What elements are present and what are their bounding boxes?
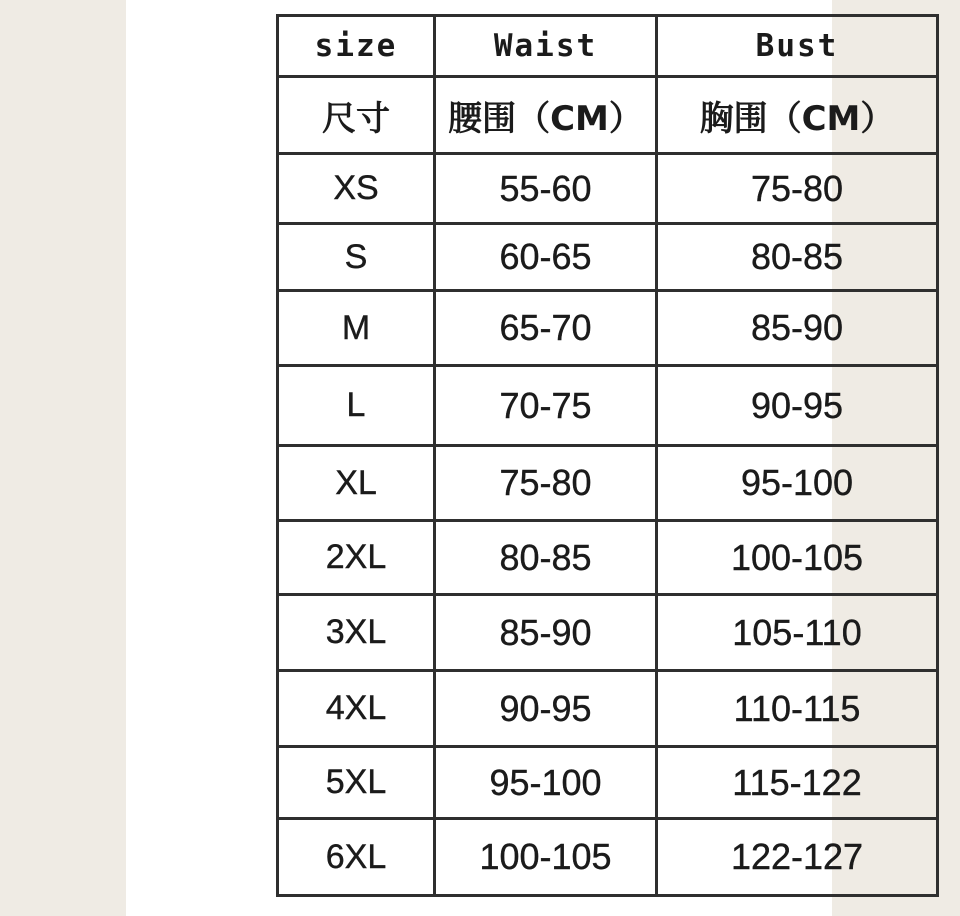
waist-cell: 65-70 bbox=[435, 291, 657, 366]
table-row bbox=[278, 521, 938, 595]
size-cell: M bbox=[278, 291, 435, 366]
size-cell: 4XL bbox=[278, 671, 435, 747]
bust-header-zh: 胸围（CM） bbox=[657, 77, 938, 154]
size-header: size bbox=[278, 16, 435, 77]
bust-cell: 85-90 bbox=[657, 291, 938, 366]
size-cell: XL bbox=[278, 446, 435, 521]
waist-cell: 75-80 bbox=[435, 446, 657, 521]
bust-cell: 80-85 bbox=[657, 224, 938, 291]
header-row-english bbox=[278, 16, 938, 77]
bust-cell: 100-105 bbox=[657, 521, 938, 595]
waist-cell: 60-65 bbox=[435, 224, 657, 291]
table-row bbox=[278, 595, 938, 671]
waist-cell: 80-85 bbox=[435, 521, 657, 595]
bust-header: Bust bbox=[657, 16, 938, 77]
waist-cell: 70-75 bbox=[435, 366, 657, 446]
table-row bbox=[278, 224, 938, 291]
bust-cell: 90-95 bbox=[657, 366, 938, 446]
waist-cell: 55-60 bbox=[435, 154, 657, 224]
header-row-chinese bbox=[278, 77, 938, 154]
waist-cell: 100-105 bbox=[435, 819, 657, 896]
size-cell: 2XL bbox=[278, 521, 435, 595]
table-row bbox=[278, 291, 938, 366]
table-row bbox=[278, 819, 938, 896]
bust-cell: 122-127 bbox=[657, 819, 938, 896]
bust-cell: 95-100 bbox=[657, 446, 938, 521]
size-header-zh: 尺寸 bbox=[278, 77, 435, 154]
bust-cell: 75-80 bbox=[657, 154, 938, 224]
waist-header-zh: 腰围（CM） bbox=[435, 77, 657, 154]
waist-header: Waist bbox=[435, 16, 657, 77]
bust-cell: 110-115 bbox=[657, 671, 938, 747]
waist-cell: 85-90 bbox=[435, 595, 657, 671]
table-row bbox=[278, 671, 938, 747]
size-cell: L bbox=[278, 366, 435, 446]
size-cell: XS bbox=[278, 154, 435, 224]
size-chart-table bbox=[276, 14, 939, 897]
chart-sheet bbox=[126, 0, 895, 916]
size-cell: 6XL bbox=[278, 819, 435, 896]
table-row bbox=[278, 366, 938, 446]
bust-cell: 105-110 bbox=[657, 595, 938, 671]
size-cell: 5XL bbox=[278, 747, 435, 819]
table-row bbox=[278, 747, 938, 819]
bust-cell: 115-122 bbox=[657, 747, 938, 819]
table-row bbox=[278, 446, 938, 521]
size-cell: S bbox=[278, 224, 435, 291]
table-row bbox=[278, 154, 938, 224]
waist-cell: 95-100 bbox=[435, 747, 657, 819]
size-cell: 3XL bbox=[278, 595, 435, 671]
waist-cell: 90-95 bbox=[435, 671, 657, 747]
